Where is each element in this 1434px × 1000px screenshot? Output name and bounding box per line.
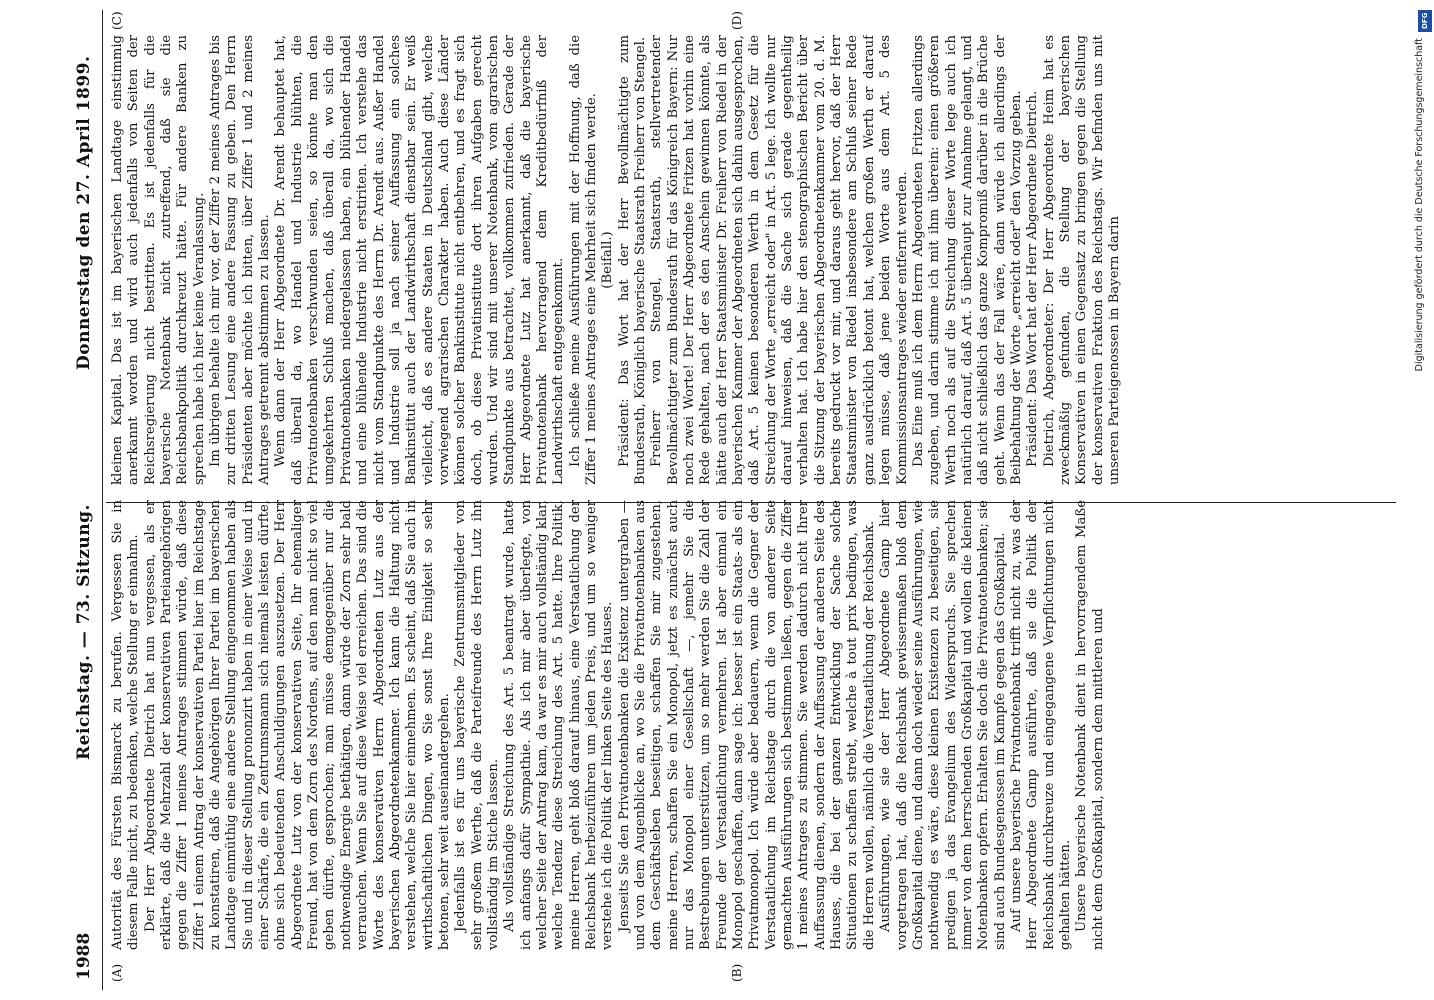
paragraph: Der Herr Abgeordnete Dietrich hat nun vergessen, als er erklärte, daß die Mehrzahl der konservativen Parteiangehörigen gegen die Ziffer 1 meines Antrages stimmen würde, daß diese Ziffer 1 einem Antrag der konservativen Partei hier im Reichstage zu konstatiren, daß die Angehörigen Ihrer Partei im bayerischen Landtage einmüthig eine andere Stellung eingenommen haben als Sie und in dieser Stellung prononzirt haben in einer Weise und in einer Schärfe, die ein Zentrumsmann sich niemals leisten dürfte, ohne sich bedeutenden Anschuldigungen auszusetzen. Der Herr Abgeordnete Lutz von der konservativen Seite, Ihr ehemaliger Freund, hat von dem Zorn des Nordens, auf den man nicht so viel geben dürfte, gesprochen; man müsse demgegenüber nur die nothwendige Energie bethätigen, dann würde der Zorn sehr bald verrauchen. Wenn Sie auf diese Weise viel erreichen. Das sind die Worte des konservativen Herrn Abgeordneten Lutz aus der bayerischen Abgeordnetenkammer. Ich kann die Haltung nicht verstehen, welche Sie hier einnehmen. Es scheint, daß Sie auch in wirthschaftlichen Dingen, wo Sie sonst Ihre Einigkeit so sehr betonen, sehr weit auseinandergehen.	[142, 500, 452, 950]
paragraph: kleinen Kapital. Das ist im bayerischen Landtage einstimmig anerkannt worden und wird auch jedenfalls von Seiten der Reichsregierung nicht bestritten. Es ist jedenfalls für die bayerische Notenbank nicht zutreffend, daß sie die Reichsbankpolitik durchkreuzt hätte. Für andere Banken zu sprechen habe ich hier keine Veranlassung.	[110, 35, 207, 485]
margin-marker-d: (D)	[730, 11, 744, 30]
digitization-sidebar	[1416, 8, 1434, 998]
paragraph: Als vollständige Streichung des Art. 5 beantragt wurde, hatte ich anfangs dafür Sympathie. Als ich mir aber überlegte, von welcher Seite der Antrag kam, da war es mir auch vollständig klar, welche Tendenz diese Streichung des Art. 5 hatte. Ihre Politik, meine Herren, geht bloß darauf hinaus, eine Verstaatlichung der Reichsbank herbeizuführen um jeden Preis, und um so weniger verstehe ich die Politik der linken Seite des Hauses.	[502, 500, 616, 950]
speaker-paragraph: Freiherr von Stengel, Staatsrath, stellvertretender Bevollmächtigter zum Bundesrath für das Königreich Bayern: Nur noch zwei Worte! Der Herr Abgeordnete Fritzen hat vorhin eine Rede gehalten, nach der es den Anschein gewinnen könnte, als hätte auch der Herr Staatsminister Dr. Freiherr von Riedel in der bayerischen Kammer der Abgeordneten sich dahin ausgesprochen, daß Art. 5 keinen besonderen Werth in dem Gesetz für die Streichung der Worte „erreicht oder" in Art. 5 lege. Ich wollte nur darauf hinweisen, daß die Sache sich gerade gegentheilig verhalten hat. Ich habe hier den stenographischen Bericht über die Sitzung der bayerischen Abgeordnetenkammer vom 20. d. M. bereits gedruckt vor mir, und daraus geht hervor, daß der Herr Staatsminister von Riedel insbesondere am Schluß seiner Rede ganz ausdrücklich betont hat, welchen großen Werth er darauf legen müsse, daß jene beiden Worte aus dem Art. 5 des Kommissionsantrages wieder entfernt werden.	[649, 35, 910, 485]
paragraph: Ich schließe meine Ausführungen mit der Hoffnung, daß die Ziffer 1 meines Antrages eine Mehrheit sich finden werde.	[567, 35, 599, 485]
margin-marker-c: (C)	[110, 11, 124, 30]
speaker-paragraph: Präsident: Das Wort hat der Herr Bevollmächtigte zum Bundesrath, Königlich bayerische Staatsrath Freiherr von Stengel.	[616, 35, 648, 485]
applause-note: (Beifall.)	[600, 231, 616, 289]
margin-marker-b: (B)	[730, 963, 744, 982]
rotated-page	[70, 10, 1400, 990]
page-header	[70, 10, 100, 990]
paragraph: Im übrigen behalte ich mir vor, der Ziffer 2 meines Antrages bis zur dritten Lesung eine andere Fassung zu geben. Den Herrn Präsidenten aber möchte ich bitten, über Ziffer 1 und 2 meines Antrages getrennt abstimmen zu lassen.	[208, 35, 273, 485]
session-date: Donnerstag den 27. April 1899.	[74, 55, 94, 370]
paragraph: Jenseits Sie den Privatnotenbanken die Existenz untergraben — und von dem Augenblicke an, wo Sie die Privatnotenbanken aus dem Geschäftsleben beseitigen, schaffen Sie mir zugestehen, meine Herren, schaffen Sie ein Monopol, jetzt es zunächst auch nur das Monopol einer Gesellschaft —, jemehr Sie die Bestrebungen unterstützen, um so mehr werden Sie die Zahl der Freunde der Verstaatlichung vermehren. Ist aber einmal ein Monopol geschaffen, dann sage ich: besser ist ein Staats- als ein Privatmonopol. Ich würde aber bedauern, wenn die Gegner der Verstaatlichung im Reichstage durch die von anderer Seite gemachten Ausführungen sich bestimmen ließen, gegen die Ziffer 1 meines Antrages zu stimmen. Sie werden dadurch nicht Ihrer Auffassung dienen, sondern der Auffassung der anderen Seite des Hauses, die bei der ganzen Entwicklung der Sache solche Situationen zu schaffen strebt, welche à tout prix bedingen, was die Herren wollen, nämlich die Verstaatlichung der Reichsbank.	[616, 500, 877, 950]
running-title: Reichstag. — 73. Sitzung.	[74, 504, 94, 760]
paragraph: Autorität des Fürsten Bismarck zu berufen. Vergessen Sie in diesem Falle nicht, zu bedenken, welche Stellung er einnahm.	[110, 500, 142, 950]
header-rule	[102, 10, 103, 990]
dfg-logo: DFG	[1418, 10, 1432, 32]
margin-marker-a: (A)	[110, 963, 124, 982]
left-column	[110, 500, 1390, 950]
right-column	[110, 35, 1390, 485]
paragraph: Auf unsere bayerische Privatnotenbank trifft nicht zu, was der Herr Abgeordnete Gamp ausführte, daß sie die Politik der Reichsbank durchkreuze und eingegangene Verpflichtungen nicht gehalten hätten.	[1008, 500, 1073, 950]
speaker-paragraph: Dietrich, Abgeordneter: Der Herr Abgeordnete Heim hat es zweckmäßig gefunden, die Stellung der bayerischen Konservativen in einen Gegensatz zu bringen gegen die Stellung der konservativen Fraktion des Reichstags. Wir befinden uns mit unseren Parteigenossen in Bayern darin	[1041, 35, 1122, 485]
paragraph: Das Eine muß ich dem Herrn Abgeordneten Fritzen allerdings zugeben, und darin stimme ich mit ihm überein: einen größeren Werth noch als auf die Streichung dieser Worte lege auch ich natürlich darauf, daß Art. 5 überhaupt zur Annahme gelangt, und daß nicht schließlich das ganze Kompromiß darüber in die Brüche geht. Wenn das der Fall wäre, dann würde ich allerdings der Beibehaltung der Worte „erreicht oder" den Vorzug geben.	[910, 35, 1024, 485]
paragraph: Ausführungen, wie sie der Herr Abgeordnete Gamp hier vorgetragen hat, daß die Reichsbank gewissermaßen bloß dem Großkapital diene, und dann doch wieder seine Ausführungen, wie nothwendig es wäre, diese kleinen Existenzen zu beseitigen, sie predigen ja das Evangelium des Widerspruchs. Sie sprechen immer von dem herrschenden Großkapital und wollen die kleinen Notenbanken opfern. Erhalten Sie doch die Privatnotenbanken; sie sind auch Bundesgenossen im Kampfe gegen das Großkapital.	[878, 500, 1008, 950]
speaker-paragraph: Präsident: Das Wort hat der Herr Abgeordnete Dietrich.	[1025, 90, 1041, 467]
paragraph: Unsere bayerische Notenbank dient in hervorragendem Maße nicht dem Großkapital, sondern dem mittleren und	[1074, 500, 1106, 950]
paragraph: Wenn dann der Herr Abgeordnete Dr. Arendt behauptet hat, daß überall da, wo Handel und Industrie blühten, die Privatnotenbanken verschwunden seien, so könnte man den umgekehrten Schluß machen, daß überall da, wo sich die Privatnotenbanken niedergelassen haben, ein blühender Handel und eine blühende Industrie nicht erstiriten. Ich verstehe das nicht vom Standpunkte des Herrn Dr. Arendt aus. Außer Handel und Industrie soll ja nach seiner Auffassung ein solches Bankinstitut auch der Landwirthschaft dienstbar sein. Er weiß vielleicht, daß es andere Staaten in Deutschland gibt, welche vorwiegend agrarischen Charakter haben. Auch diese Länder können solcher Bankinstitute nicht entbehren, und es fragt sich doch, ob diese Privatinstitute dort ihren Aufgaben gerecht wurden. Und wir sind mit unserer Notenbank, vom agrarischen Standpunkte aus betrachtet, vollkommen zufrieden. Gerade der Herr Abgeordnete Lutz hat anerkannt, daß die bayerische Privatnotenbank hervorragend dem Kreditbedürfniß der Landwirthschaft entgegenkommt.	[273, 35, 567, 485]
funding-credit: Digitalisierung gefördert durch die Deutsche Forschungsgemeinschaft	[1414, 38, 1425, 372]
paragraph: Jedenfalls ist es für uns bayerische Zentrumsmitglieder von sehr großem Werthe, daß die Parteifreunde des Herrn Lutz ihn vollständig im Stiche lassen.	[453, 500, 501, 950]
page-number: 1988	[74, 932, 94, 980]
